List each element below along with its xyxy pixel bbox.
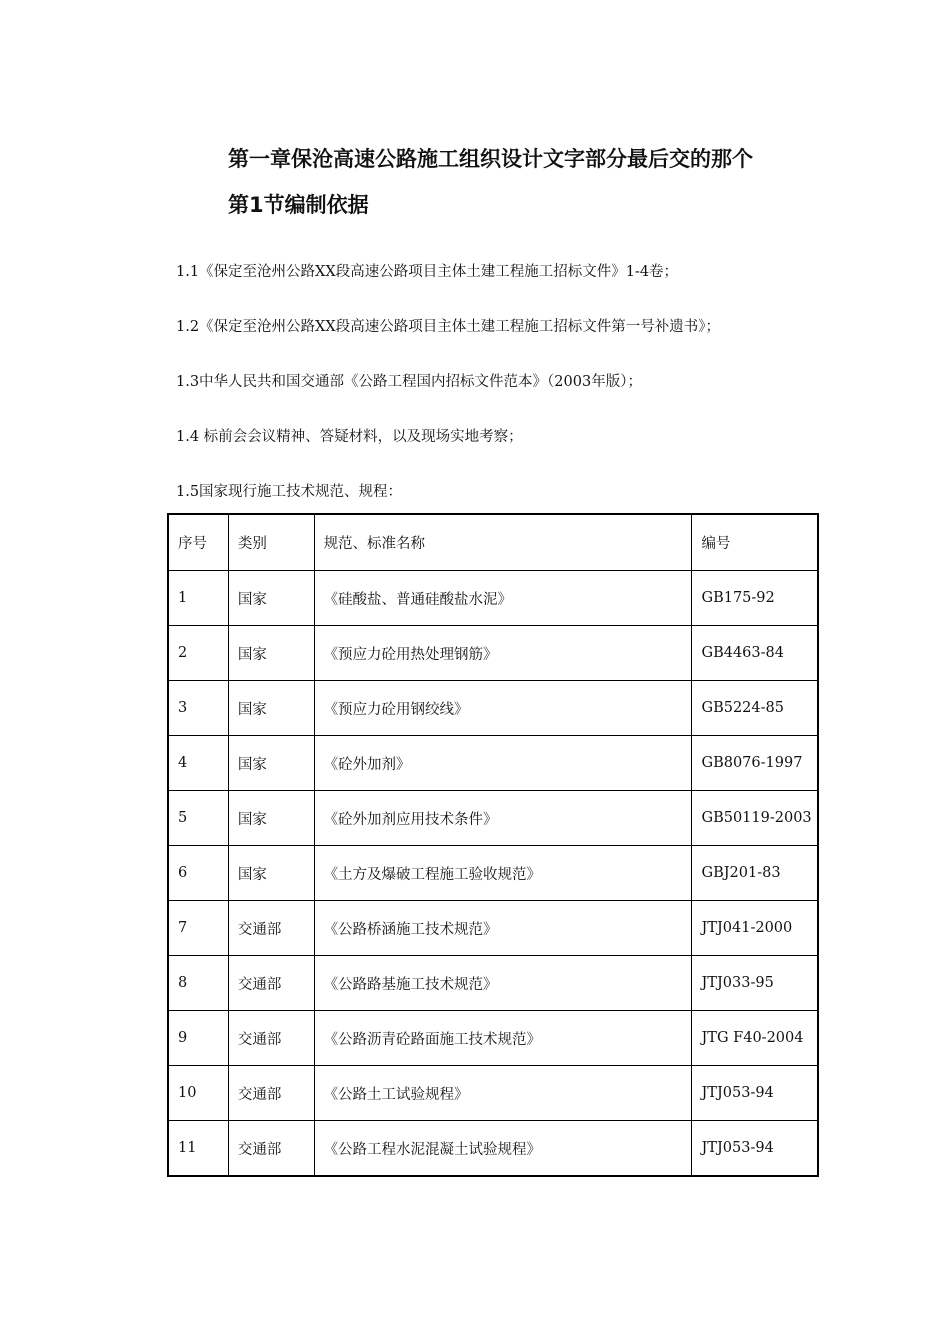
header-standard-name: 规范、标准名称: [314, 514, 692, 571]
table-row: [168, 791, 818, 846]
cell-code: GB8076-1997: [692, 736, 818, 791]
table-row: [168, 1121, 818, 1177]
cell-category: 国家: [228, 681, 314, 736]
table-row: [168, 956, 818, 1011]
table-row: [168, 901, 818, 956]
cell-category: 交通部: [228, 1011, 314, 1066]
cell-standard-name: 《公路土工试验规程》: [314, 1066, 692, 1121]
cell-seq: 5: [168, 791, 228, 846]
cell-standard-name: 《砼外加剂》: [314, 736, 692, 791]
cell-code: JTJ041-2000: [692, 901, 818, 956]
cell-standard-name: 《公路桥涵施工技术规范》: [314, 901, 692, 956]
table-row: [168, 1066, 818, 1121]
basis-item: 1.5国家现行施工技术规范、规程：: [176, 484, 403, 500]
basis-list: [176, 258, 720, 533]
table-row: [168, 626, 818, 681]
cell-category: 国家: [228, 736, 314, 791]
cell-standard-name: 《公路工程水泥混凝土试验规程》: [314, 1121, 692, 1177]
table-row: [168, 846, 818, 901]
basis-item: 1.4 标前会会议精神、答疑材料，以及现场实地考察；: [176, 429, 523, 445]
cell-standard-name: 《公路沥青砼路面施工技术规范》: [314, 1011, 692, 1066]
basis-item: 1.3中华人民共和国交通部《公路工程国内招标文件范本》（2003年版）；: [176, 374, 642, 390]
cell-category: 交通部: [228, 1121, 314, 1177]
cell-seq: 8: [168, 956, 228, 1011]
cell-seq: 6: [168, 846, 228, 901]
cell-seq: 2: [168, 626, 228, 681]
cell-code: GBJ201-83: [692, 846, 818, 901]
cell-standard-name: 《砼外加剂应用技术条件》: [314, 791, 692, 846]
section-title: 第1节编制依据: [228, 193, 369, 217]
cell-seq: 10: [168, 1066, 228, 1121]
cell-code: GB5224-85: [692, 681, 818, 736]
cell-code: JTJ033-95: [692, 956, 818, 1011]
table-header-row: [168, 514, 818, 571]
cell-category: 国家: [228, 791, 314, 846]
cell-seq: 11: [168, 1121, 228, 1177]
header-seq: 序号: [168, 514, 228, 571]
table-row: [168, 1011, 818, 1066]
cell-code: GB4463-84: [692, 626, 818, 681]
cell-category: 交通部: [228, 956, 314, 1011]
cell-category: 交通部: [228, 901, 314, 956]
cell-category: 交通部: [228, 1066, 314, 1121]
cell-standard-name: 《预应力砼用热处理钢筋》: [314, 626, 692, 681]
cell-category: 国家: [228, 571, 314, 626]
table-row: [168, 736, 818, 791]
cell-standard-name: 《土方及爆破工程施工验收规范》: [314, 846, 692, 901]
cell-category: 国家: [228, 846, 314, 901]
header-code: 编号: [692, 514, 818, 571]
cell-standard-name: 《公路路基施工技术规范》: [314, 956, 692, 1011]
cell-code: GB175-92: [692, 571, 818, 626]
table-row: [168, 571, 818, 626]
cell-code: JTG F40-2004: [692, 1011, 818, 1066]
cell-seq: 4: [168, 736, 228, 791]
cell-code: GB50119-2003: [692, 791, 818, 846]
cell-seq: 3: [168, 681, 228, 736]
cell-standard-name: 《预应力砼用钢绞线》: [314, 681, 692, 736]
cell-code: JTJ053-94: [692, 1121, 818, 1177]
basis-item: 1.2《保定至沧州公路XX段高速公路项目主体土建工程施工招标文件第一号补遗书》；: [176, 319, 720, 335]
table-row: [168, 681, 818, 736]
cell-seq: 7: [168, 901, 228, 956]
standards-table: [167, 513, 819, 1177]
cell-seq: 9: [168, 1011, 228, 1066]
cell-standard-name: 《硅酸盐、普通硅酸盐水泥》: [314, 571, 692, 626]
cell-code: JTJ053-94: [692, 1066, 818, 1121]
header-category: 类别: [228, 514, 314, 571]
chapter-title: 第一章保沧高速公路施工组织设计文字部分最后交的那个: [228, 147, 753, 171]
cell-category: 国家: [228, 626, 314, 681]
cell-seq: 1: [168, 571, 228, 626]
basis-item: 1.1《保定至沧州公路XX段高速公路项目主体土建工程施工招标文件》1-4卷；: [176, 264, 679, 280]
